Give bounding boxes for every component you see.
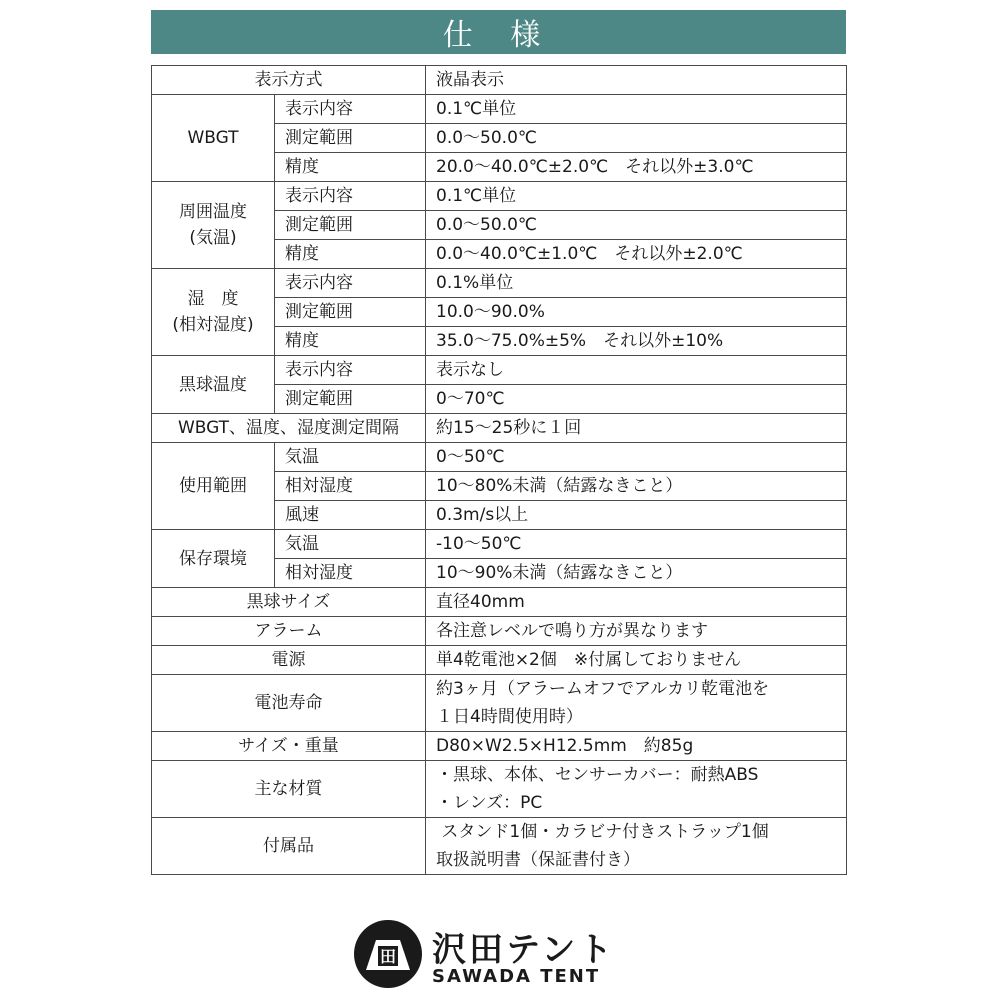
value-line1: スタンド1個・カラビナ付きストラップ1個 [436, 822, 769, 842]
sub-label: 表示内容 [275, 269, 426, 298]
sub-label: 表示内容 [275, 95, 426, 124]
category-wbgt: WBGT [152, 95, 275, 182]
row-value: 10〜90%未満（結露なきこと） [426, 559, 847, 588]
category-operating-range: 使用範囲 [152, 443, 275, 530]
table-row [152, 588, 847, 617]
table-row [152, 269, 847, 298]
row-value: 0.0〜50.0℃ [426, 124, 847, 153]
category-humidity [152, 269, 275, 356]
table-row [152, 646, 847, 675]
row-value: 0.0〜50.0℃ [426, 211, 847, 240]
sawada-tent-logo [352, 918, 622, 992]
table-row [152, 414, 847, 443]
category-label-line2: (相対湿度) [172, 315, 254, 335]
sub-label: 精度 [275, 327, 426, 356]
row-value: 単4乾電池×2個 ※付属しておりません [426, 646, 847, 675]
row-label: WBGT、温度、湿度測定間隔 [152, 414, 426, 443]
category-storage: 保存環境 [152, 530, 275, 588]
row-value: 表示なし [426, 356, 847, 385]
category-ambient-temp [152, 182, 275, 269]
spec-table [151, 65, 847, 875]
sub-label: 気温 [275, 443, 426, 472]
emblem-text: 田 [379, 947, 397, 966]
value-line2: ・レンズ：PC [436, 793, 543, 813]
category-globe-temp: 黒球温度 [152, 356, 275, 414]
logo-text-jp: 沢田テント [432, 930, 616, 970]
table-row [152, 675, 847, 732]
row-value: 直径40mm [426, 588, 847, 617]
row-value: 0〜50℃ [426, 443, 847, 472]
logo-text-en: SAWADA TENT [432, 966, 601, 987]
table-row [152, 182, 847, 211]
value-line1: 約3ヶ月（アラームオフでアルカリ乾電池を [436, 679, 770, 699]
sub-label: 測定範囲 [275, 385, 426, 414]
table-row [152, 761, 847, 818]
row-label: 黒球サイズ [152, 588, 426, 617]
table-row [152, 95, 847, 124]
value-line1: ・黒球、本体、センサーカバー：耐熱ABS [436, 765, 759, 785]
row-label: 電源 [152, 646, 426, 675]
sub-label: 相対湿度 [275, 472, 426, 501]
row-value: 20.0〜40.0℃±2.0℃ それ以外±3.0℃ [426, 153, 847, 182]
sub-label: 表示内容 [275, 356, 426, 385]
row-value: 35.0〜75.0%±5% それ以外±10% [426, 327, 847, 356]
spec-title: 仕 様 [442, 18, 555, 53]
row-value: -10〜50℃ [426, 530, 847, 559]
sub-label: 測定範囲 [275, 124, 426, 153]
row-value: 10.0〜90.0% [426, 298, 847, 327]
row-value: 液晶表示 [426, 66, 847, 95]
row-label: 表示方式 [152, 66, 426, 95]
table-row [152, 732, 847, 761]
sub-label: 測定範囲 [275, 211, 426, 240]
spec-title-banner [151, 10, 846, 54]
table-row [152, 66, 847, 95]
table-row [152, 356, 847, 385]
row-value: 約15〜25秒に１回 [426, 414, 847, 443]
category-label-line2: (気温) [189, 228, 237, 248]
row-value: D80×W2.5×H12.5mm 約85g [426, 732, 847, 761]
row-value: 0.0〜40.0℃±1.0℃ それ以外±2.0℃ [426, 240, 847, 269]
row-value: 0.1℃単位 [426, 182, 847, 211]
row-label: 電池寿命 [152, 675, 426, 732]
row-value [426, 761, 847, 818]
row-value: 10〜80%未満（結露なきこと） [426, 472, 847, 501]
value-line2: 取扱説明書（保証書付き） [436, 850, 640, 870]
row-value: 0.1%単位 [426, 269, 847, 298]
category-label-line1: 湿 度 [187, 289, 239, 309]
category-label-line1: 周囲温度 [179, 202, 247, 222]
sub-label: 相対湿度 [275, 559, 426, 588]
row-label: アラーム [152, 617, 426, 646]
row-value: 0〜70℃ [426, 385, 847, 414]
row-label: 付属品 [152, 818, 426, 875]
row-label: サイズ・重量 [152, 732, 426, 761]
row-value [426, 675, 847, 732]
sub-label: 表示内容 [275, 182, 426, 211]
sub-label: 風速 [275, 501, 426, 530]
row-value: 0.3m/s以上 [426, 501, 847, 530]
row-value: 各注意レベルで鳴り方が異なります [426, 617, 847, 646]
sub-label: 気温 [275, 530, 426, 559]
sub-label: 精度 [275, 240, 426, 269]
row-value [426, 818, 847, 875]
table-row [152, 443, 847, 472]
table-row [152, 530, 847, 559]
row-label: 主な材質 [152, 761, 426, 818]
row-value: 0.1℃単位 [426, 95, 847, 124]
tent-emblem-icon [352, 918, 424, 990]
table-row [152, 617, 847, 646]
sub-label: 測定範囲 [275, 298, 426, 327]
table-row [152, 818, 847, 875]
sub-label: 精度 [275, 153, 426, 182]
value-line2: １日4時間使用時） [436, 707, 583, 727]
